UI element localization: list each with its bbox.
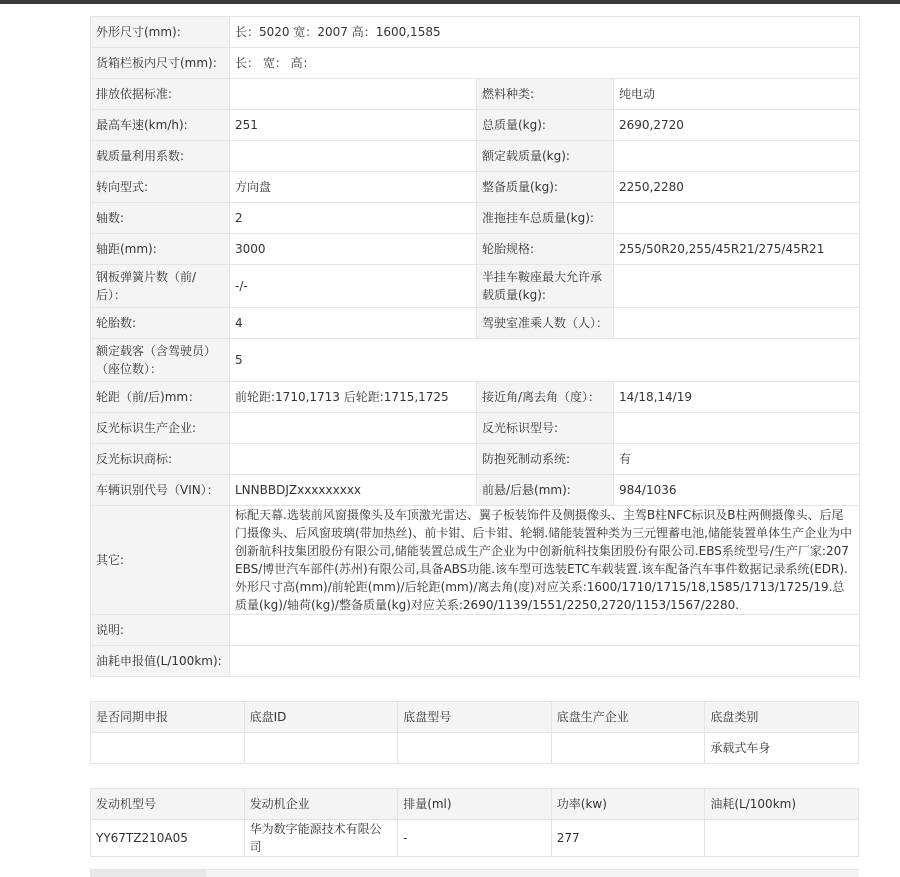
- vin-label: 车辆识别代号（VIN）：: [91, 475, 230, 506]
- engine-table: [90, 788, 859, 857]
- dimensions-label: 外形尺寸(mm):: [91, 17, 230, 48]
- chassis-header-cell: 底盘生产企业: [551, 702, 705, 733]
- param-row: [91, 413, 860, 444]
- cargo-box-label: 货箱栏板内尺寸(mm):: [91, 48, 230, 79]
- chassis-cell: [551, 733, 705, 764]
- param-row: [91, 48, 860, 79]
- engine-cell: 277: [551, 820, 705, 857]
- engine-header-cell: 油耗(L/100km): [705, 789, 859, 820]
- trailer-mass-value: [614, 203, 860, 234]
- other-label: 其它:: [91, 506, 230, 615]
- rated-passengers-label: 额定载客（含驾驶员）（座位数）：: [91, 339, 230, 382]
- dimensions-value: 长：5020 宽：2007 高：1600,1585: [230, 17, 860, 48]
- reflector-model-value: [614, 413, 860, 444]
- load-utilization-label: 载质量利用系数:: [91, 141, 230, 172]
- gross-mass-label: 总质量(kg):: [477, 110, 614, 141]
- other-value: 标配天幕.选装前风窗摄像头及车顶激光雷达、翼子板装饰件及侧摄像头、主驾B柱NFC标识及B柱两侧摄像头、后尾门摄像头、后风窗玻璃(带加热丝)、前卡钳、后卡钳、轮辋.储能装置种类为三元锂蓄电池,储能装置单体生产企业为中创新航科技集团股份有限公司,储能装置总成生产企业为中创新航科技集团股份有限公司.EBS系统型号/生产厂家:207EBS/博世汽车部件(苏州)有限公司,具备ABS功能.该车型可选装ETC车载装置.该车配备汽车事件数据记录系统(EDR).外形尺寸高(mm)/前轮距(mm)/后轮距(mm)/离去角(度)对应关系:1600/1710/1715/18,1585/1713/1725/19.总质量(kg)/轴荷(kg)/整备质量(kg)对应关系:2690/1139/1551/2250,2720/1153/1567/2280.: [230, 506, 860, 615]
- chassis-header-cell: 底盘型号: [398, 702, 552, 733]
- reflector-brand-value: [230, 444, 477, 475]
- rated-load-value: [614, 141, 860, 172]
- cab-passengers-value: [614, 308, 860, 339]
- max-speed-value: 251: [230, 110, 477, 141]
- engine-cell: 华为数字能源技术有限公司: [244, 820, 398, 857]
- note-value: [230, 615, 860, 646]
- gross-mass-value: 2690,2720: [614, 110, 860, 141]
- param-row: [91, 444, 860, 475]
- param-row: [91, 234, 860, 265]
- chassis-table: [90, 701, 859, 764]
- parameter-table: [90, 16, 860, 677]
- chassis-cell: [91, 733, 245, 764]
- param-row: [91, 506, 860, 615]
- leaf-springs-value: -/-: [230, 265, 477, 308]
- reflector-maker-label: 反光标识生产企业:: [91, 413, 230, 444]
- wheelbase-value: 3000: [230, 234, 477, 265]
- note-label: 说明:: [91, 615, 230, 646]
- abs-label: 防抱死制动系统:: [477, 444, 614, 475]
- track-value: 前轮距:1710,1713 后轮距:1715,1725: [230, 382, 477, 413]
- rated-load-label: 额定载质量(kg):: [477, 141, 614, 172]
- param-row: [91, 110, 860, 141]
- param-row: [91, 172, 860, 203]
- curb-mass-value: 2250,2280: [614, 172, 860, 203]
- reflector-brand-label: 反光标识商标:: [91, 444, 230, 475]
- cab-passengers-label: 驾驶室准乘人数（人）：: [477, 308, 614, 339]
- approach-departure-label: 接近角/离去角（度）：: [477, 382, 614, 413]
- engine-cell: -: [398, 820, 552, 857]
- engine-header-row: [91, 789, 859, 820]
- chassis-header-row: [91, 702, 859, 733]
- chassis-cell: [398, 733, 552, 764]
- emission-standard-value: [230, 79, 477, 110]
- param-row: [91, 17, 860, 48]
- track-label: 轮距（前/后)mm：: [91, 382, 230, 413]
- saddle-load-value: [614, 265, 860, 308]
- chassis-cell: 承载式车身: [705, 733, 859, 764]
- param-row: [91, 308, 860, 339]
- curb-mass-label: 整备质量(kg):: [477, 172, 614, 203]
- tire-spec-value: 255/50R20,255/45R21/275/45R21: [614, 234, 860, 265]
- load-utilization-value: [230, 141, 477, 172]
- param-row: [91, 382, 860, 413]
- engine-header-cell: 发动机型号: [91, 789, 245, 820]
- chassis-header-cell: 是否同期申报: [91, 702, 245, 733]
- axles-label: 轴数:: [91, 203, 230, 234]
- emission-standard-label: 排放依据标准:: [91, 79, 230, 110]
- param-row: [91, 646, 860, 677]
- engine-header-cell: 排量(ml): [398, 789, 552, 820]
- approach-departure-value: 14/18,14/19: [614, 382, 860, 413]
- steering-value: 方向盘: [230, 172, 477, 203]
- param-row: [91, 339, 860, 382]
- engine-cell: YY67TZ210A05: [91, 820, 245, 857]
- overhang-label: 前悬/后悬(mm):: [477, 475, 614, 506]
- axles-value: 2: [230, 203, 477, 234]
- wheelbase-label: 轴距(mm):: [91, 234, 230, 265]
- param-row: [91, 141, 860, 172]
- overhang-value: 984/1036: [614, 475, 860, 506]
- param-row: [91, 203, 860, 234]
- param-row: [91, 79, 860, 110]
- trailer-mass-label: 准拖挂车总质量(kg):: [477, 203, 614, 234]
- top-bar: [0, 0, 900, 4]
- chassis-header-cell: 底盘类别: [705, 702, 859, 733]
- reflector-model-label: 反光标识型号:: [477, 413, 614, 444]
- chassis-cell: [244, 733, 398, 764]
- steering-label: 转向型式:: [91, 172, 230, 203]
- tire-spec-label: 轮胎规格:: [477, 234, 614, 265]
- engine-header-cell: 功率(kw): [551, 789, 705, 820]
- tire-count-label: 轮胎数:: [91, 308, 230, 339]
- fuel-type-label: 燃料种类:: [477, 79, 614, 110]
- param-row: [91, 265, 860, 308]
- fuel-consumption-value: [230, 646, 860, 677]
- tire-count-value: 4: [230, 308, 477, 339]
- engine-cell: [705, 820, 859, 857]
- fuel-consumption-label: 油耗申报值(L/100km):: [91, 646, 230, 677]
- chassis-header-cell: 底盘ID: [244, 702, 398, 733]
- param-row: [91, 615, 860, 646]
- vin-value: LNNBBDJZxxxxxxxxx: [230, 475, 477, 506]
- fuel-type-value: 纯电动: [614, 79, 860, 110]
- saddle-load-label: 半挂车鞍座最大允许承载质量(kg):: [477, 265, 614, 308]
- max-speed-label: 最高车速(km/h):: [91, 110, 230, 141]
- engine-data-row: [91, 820, 859, 857]
- cargo-box-value: 长： 宽： 高：: [230, 48, 860, 79]
- reflector-maker-value: [230, 413, 477, 444]
- chassis-data-row: [91, 733, 859, 764]
- param-row: [91, 475, 860, 506]
- engine-header-cell: 发动机企业: [244, 789, 398, 820]
- abs-value: 有: [614, 444, 860, 475]
- leaf-springs-label: 钢板弹簧片数（前/后）：: [91, 265, 230, 308]
- rated-passengers-value: 5: [230, 339, 860, 382]
- vehicle-spec-page: [90, 16, 859, 857]
